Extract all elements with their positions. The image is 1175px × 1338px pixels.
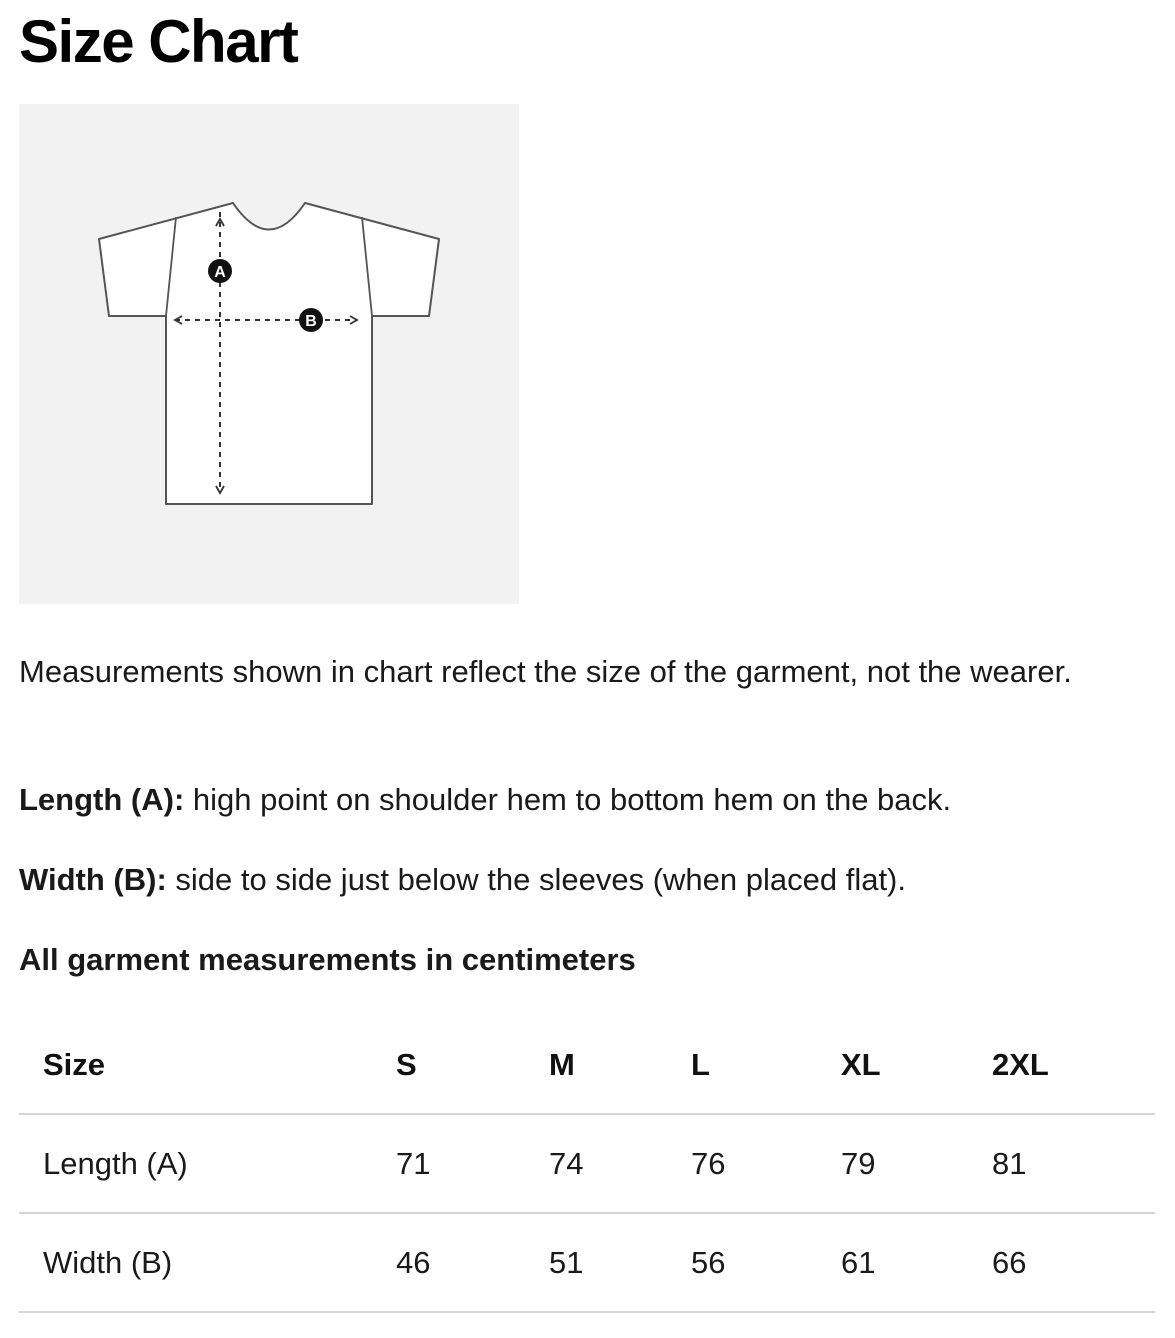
page-title: Size Chart (19, 8, 298, 75)
tshirt-outline (99, 203, 439, 504)
row-label-width: Width (B) (19, 1213, 396, 1312)
length-2xl: 81 (992, 1114, 1155, 1213)
units-note: All garment measurements in centimeters (19, 942, 636, 977)
width-xl: 61 (841, 1213, 992, 1312)
width-definition-text: side to side just below the sleeves (when placed flat). (166, 862, 906, 897)
table-row (19, 1213, 1155, 1312)
row-label-length: Length (A) (19, 1114, 396, 1213)
tshirt-diagram (19, 104, 519, 604)
length-definition (19, 776, 951, 824)
width-2xl: 66 (992, 1213, 1155, 1312)
header-xl: XL (841, 1016, 992, 1114)
width-s: 46 (396, 1213, 549, 1312)
length-definition-text: high point on shoulder hem to bottom hem on the back. (184, 782, 952, 817)
tshirt-measurement-illustration (19, 104, 519, 604)
width-m: 51 (549, 1213, 691, 1312)
width-l: 56 (691, 1213, 841, 1312)
marker-a-label: A (214, 264, 226, 281)
header-m: M (549, 1016, 691, 1114)
length-l: 76 (691, 1114, 841, 1213)
table-row (19, 1114, 1155, 1213)
length-definition-label: Length (A): (19, 782, 185, 817)
width-definition-label: Width (B): (19, 862, 167, 897)
marker-b-label: B (305, 313, 317, 330)
header-size: Size (19, 1016, 396, 1114)
measurement-note: Measurements shown in chart reflect the size of the garment, not the wearer. (19, 654, 1072, 689)
width-definition (19, 856, 906, 904)
length-xl: 79 (841, 1114, 992, 1213)
length-m: 74 (549, 1114, 691, 1213)
header-s: S (396, 1016, 549, 1114)
header-2xl: 2XL (992, 1016, 1155, 1114)
header-l: L (691, 1016, 841, 1114)
table-header-row (19, 1016, 1155, 1114)
size-table (19, 1016, 1155, 1313)
length-s: 71 (396, 1114, 549, 1213)
